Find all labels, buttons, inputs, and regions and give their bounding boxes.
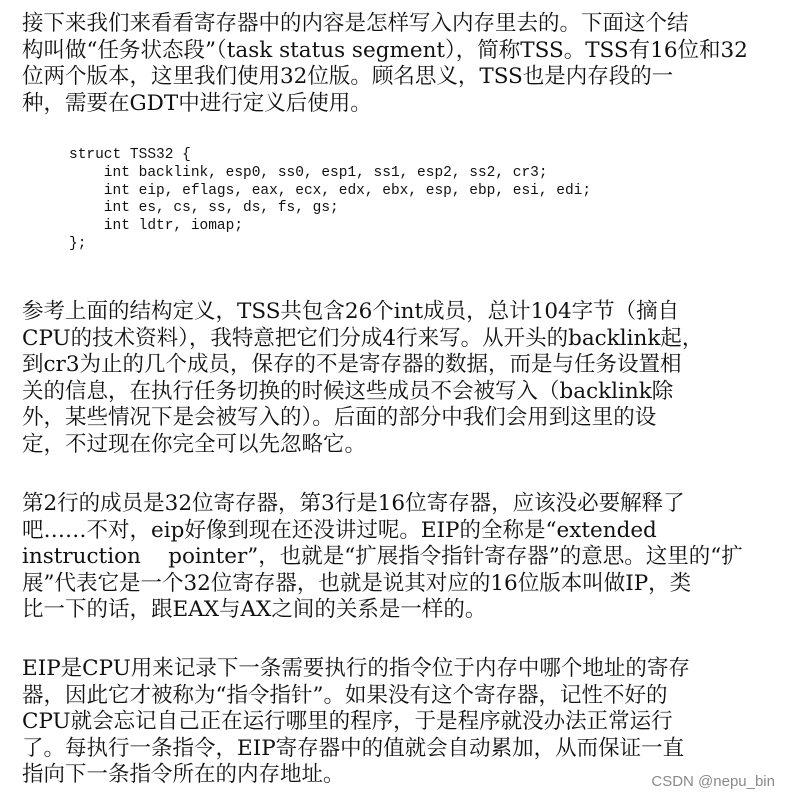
- text-line: 展”代表它是一个32位寄存器，也就是说其对应的16位版本叫做IP，类: [22, 570, 692, 596]
- code-line: int es, cs, ss, ds, fs, gs;: [69, 200, 339, 217]
- csdn-watermark: CSDN @nepu_bin: [651, 773, 775, 790]
- code-line: int eip, eflags, eax, ecx, edx, ebx, esp, ebp, esi, edi;: [69, 182, 592, 199]
- paragraph-tss-intro: [22, 11, 748, 117]
- text-line: CPU的技术资料），我特意把它们分成4行来写。从开头的backlink起，: [22, 325, 704, 351]
- text-line: 接下来我们来看看寄存器中的内容是怎样写入内存里去的。下面这个结: [22, 11, 689, 36]
- code-line: struct TSS32 {: [69, 147, 191, 163]
- code-line: int backlink, esp0, ss0, esp1, ss1, esp2, ss2, cr3;: [69, 164, 548, 181]
- text-line: 种，需要在GDT中进行定义后使用。: [22, 90, 372, 116]
- text-line: 位两个版本，这里我们使用32位版。顾名思义，TSS也是内存段的一: [22, 64, 674, 89]
- text-line: 到cr3为止的几个成员，保存的不是寄存器的数据，而是与任务设置相: [22, 352, 682, 377]
- text-line: 构叫做“任务状态段”（task status segment），简称TSS。TSS有16位和32: [22, 37, 748, 63]
- paragraph-eip-purpose: [22, 656, 690, 789]
- paragraph-eip-explanation: [22, 491, 743, 624]
- text-line: 吧……不对，eip好像到现在还没讲过呢。EIP的全称是“extended: [22, 517, 657, 543]
- text-line: 关的信息，在执行任务切换的时候这些成员不会被写入（backlink除: [22, 378, 674, 404]
- code-line: };: [69, 235, 87, 252]
- text-line: 定，不过现在你完全可以先忽略它。: [22, 431, 367, 457]
- text-line: CPU就会忘记自己正在运行哪里的程序，于是程序就没办法正常运行: [22, 709, 673, 734]
- text-line: EIP是CPU用来记录下一条需要执行的指令位于内存中哪个地址的寄存: [22, 656, 690, 681]
- text-line: 比一下的话，跟EAX与AX之间的关系是一样的。: [22, 597, 487, 622]
- paragraph-tss-members: [22, 299, 703, 458]
- text-line: 第2行的成员是32位寄存器，第3行是16位寄存器，应该没必要解释了: [22, 491, 685, 516]
- text-line: 参考上面的结构定义，TSS共包含26个int成员，总计104字节（摘自: [22, 299, 680, 324]
- text-line: 指向下一条指令所在的内存地址。: [22, 762, 345, 787]
- code-block-struct-tss32: [69, 147, 591, 254]
- text-line: 外，某些情况下是会被写入的）。后面的部分中我们会用到这里的设: [22, 405, 657, 430]
- text-line: 了。每执行一条指令，EIP寄存器中的值就会自动累加，从而保证一直: [22, 735, 685, 761]
- text-line: instruction pointer”，也就是“扩展指令指针寄存器”的意思。这里的“扩: [22, 544, 743, 569]
- text-line: 器，因此它才被称为“指令指针”。如果没有这个寄存器，记性不好的: [22, 682, 668, 708]
- code-line: int ldtr, iomap;: [69, 218, 244, 235]
